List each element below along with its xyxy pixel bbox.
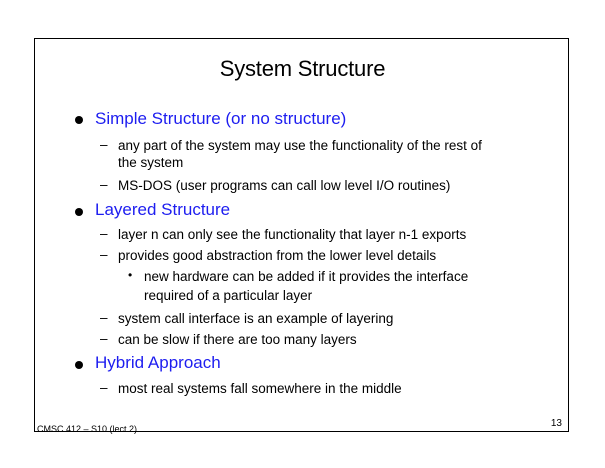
sub-bullet-dot: •	[128, 268, 133, 282]
bullet-dot	[75, 116, 83, 124]
page-number: 13	[550, 418, 562, 429]
list-item: most real systems fall somewhere in the middle	[118, 381, 402, 396]
section-heading-hybrid: Hybrid Approach	[95, 353, 221, 372]
sub-list-item: new hardware can be added if it provides the interface	[144, 269, 469, 284]
list-item: layer n can only see the functionality that layer n-1 exports	[118, 227, 467, 242]
dash-marker: –	[100, 177, 108, 192]
bullet-dot	[75, 361, 83, 369]
footer-course-label: CMSC 412 – S10 (lect 2)	[37, 424, 138, 434]
list-item: system call interface is an example of layering	[118, 311, 394, 326]
dash-marker: –	[100, 331, 108, 346]
list-item: can be slow if there are too many layers	[118, 332, 357, 347]
bullet-dot	[75, 208, 83, 216]
section-heading-layered: Layered Structure	[95, 200, 231, 219]
sub-list-item-continuation: required of a particular layer	[144, 288, 313, 303]
slide-title: System Structure	[219, 56, 386, 81]
list-item-continuation: the system	[118, 155, 184, 170]
dash-marker: –	[100, 310, 108, 325]
dash-marker: –	[100, 137, 108, 152]
dash-marker: –	[100, 226, 108, 241]
list-item: MS-DOS (user programs can call low level I/O routines)	[118, 178, 451, 193]
dash-marker: –	[100, 247, 108, 262]
section-heading-simple: Simple Structure (or no structure)	[95, 109, 347, 128]
list-item: any part of the system may use the functionality of the rest of	[118, 138, 482, 153]
list-item: provides good abstraction from the lower level details	[118, 248, 437, 263]
dash-marker: –	[100, 380, 108, 395]
